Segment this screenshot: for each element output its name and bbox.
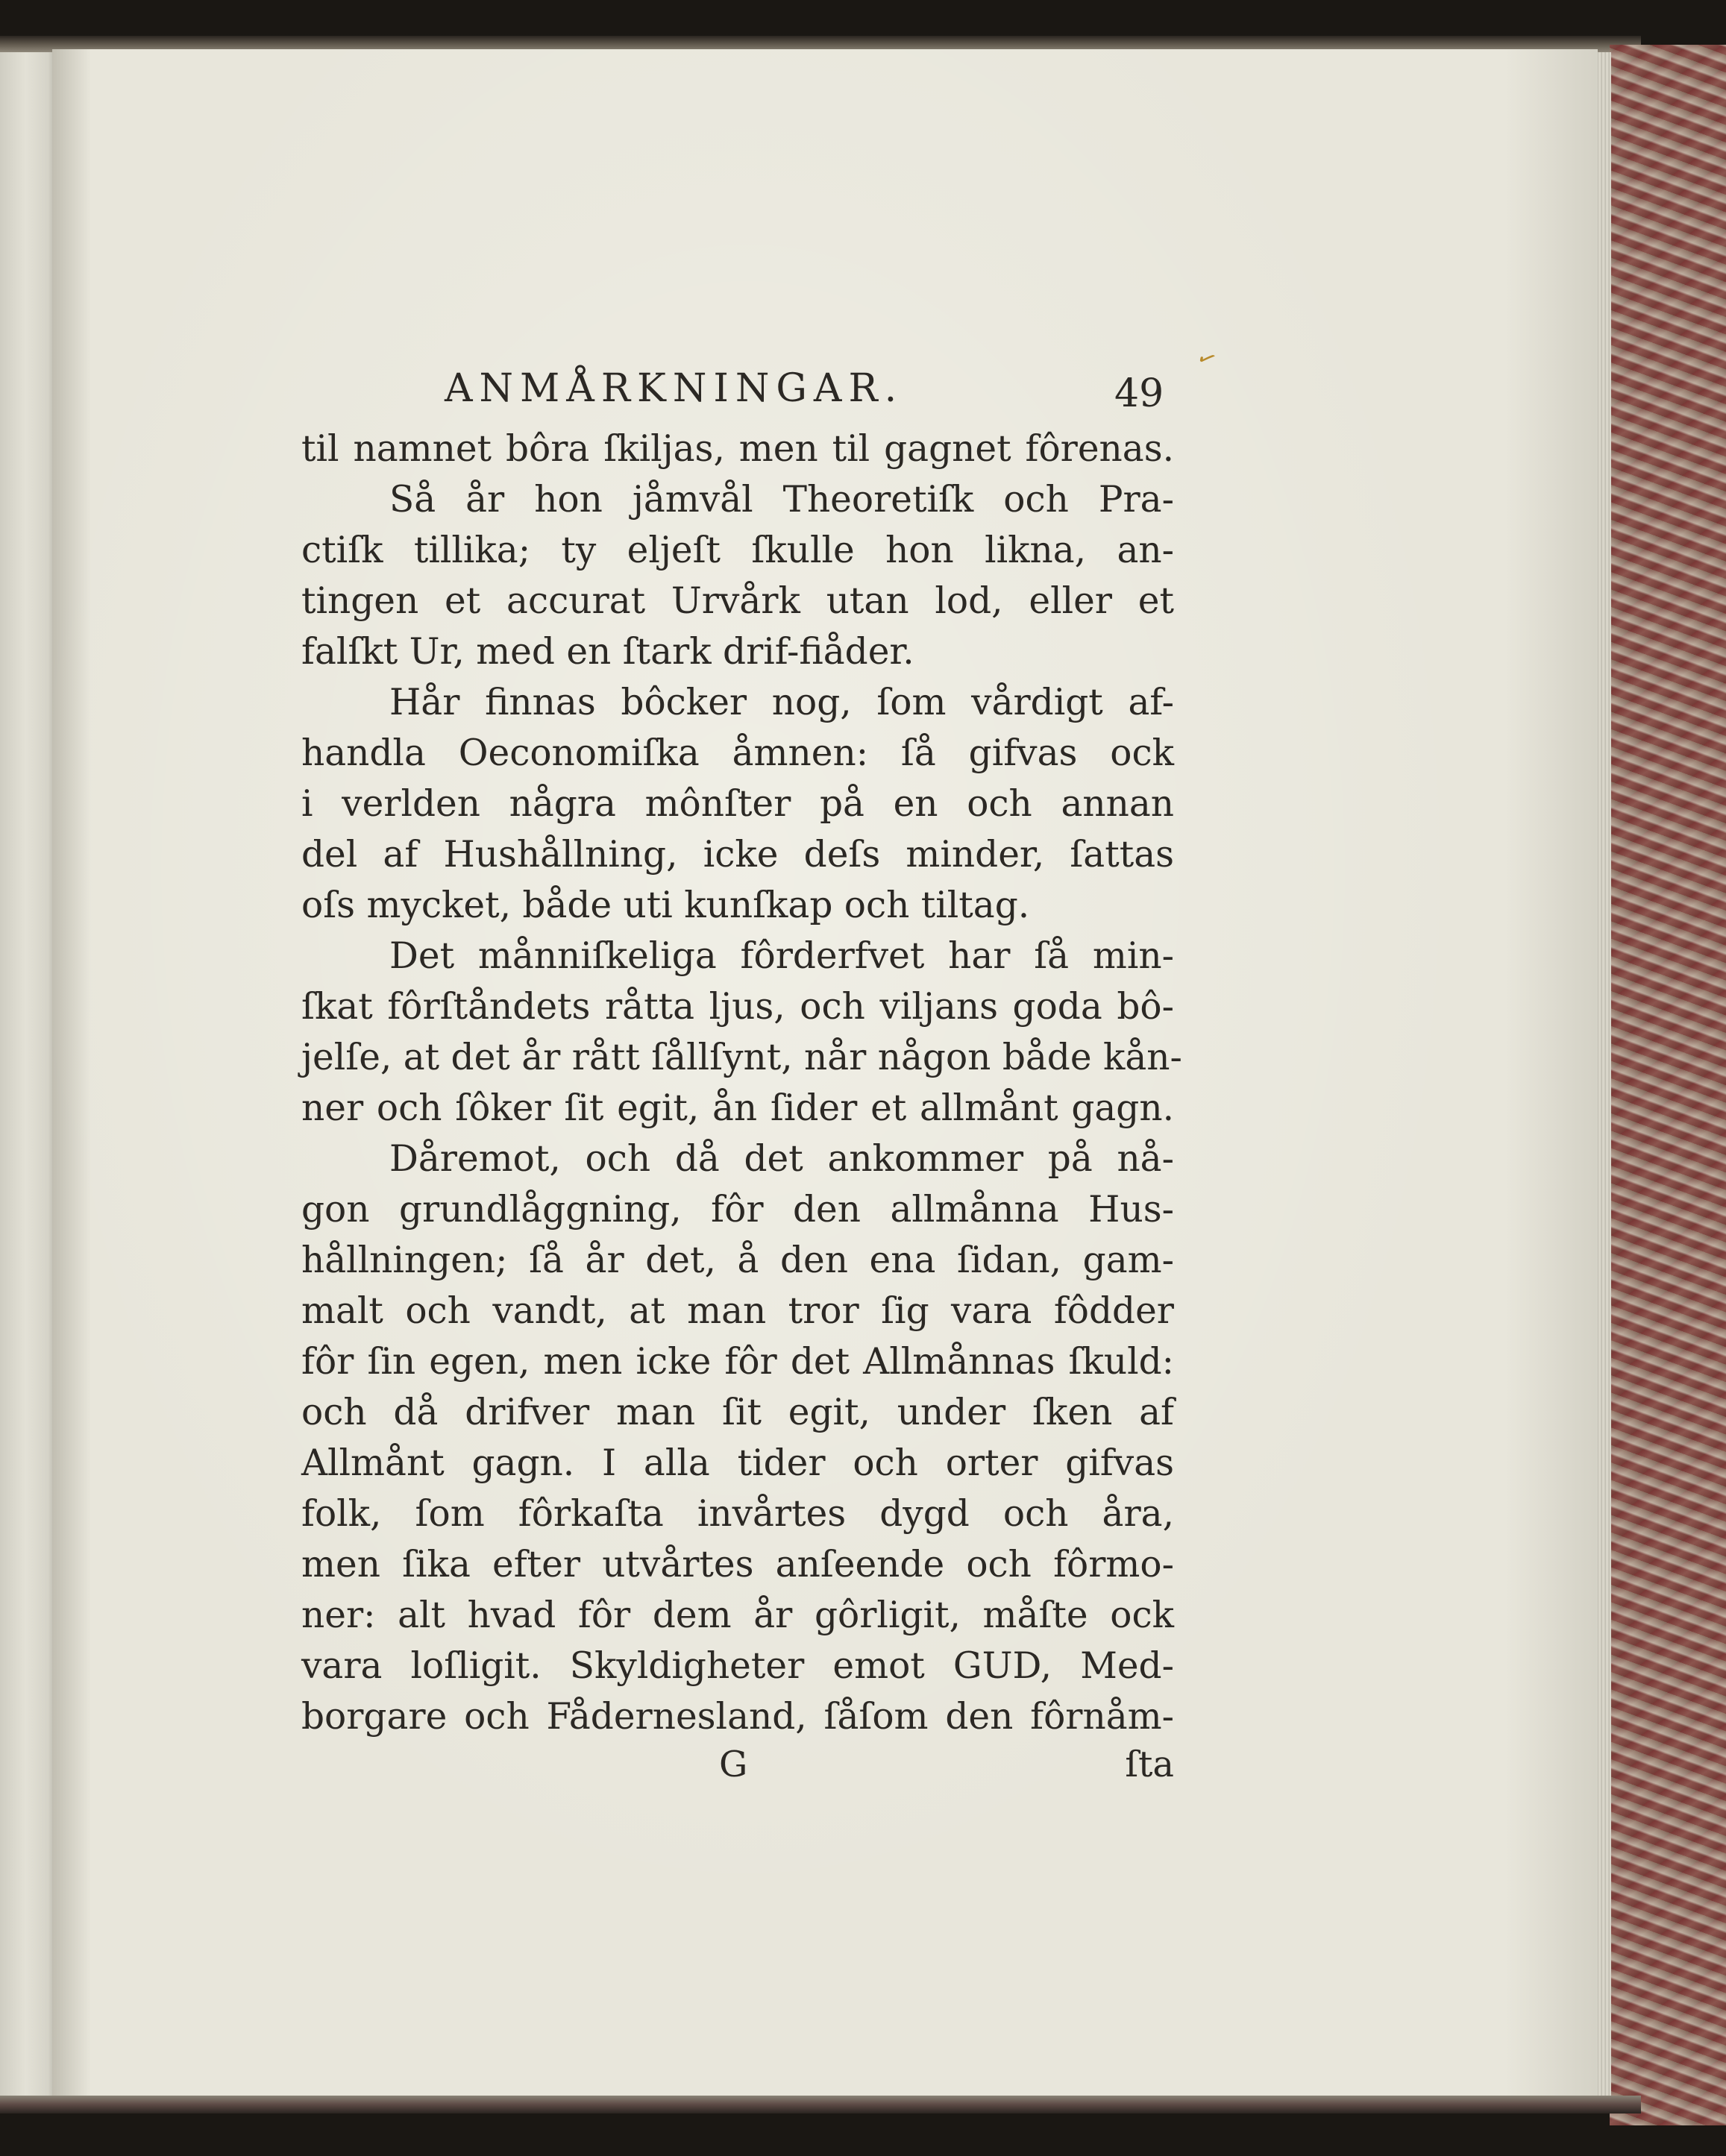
page-footer bbox=[301, 1742, 1174, 1787]
marbled-cover-edge bbox=[1610, 45, 1726, 2125]
text-line: ner och ſôker ſit egit, ån ſider et allmånt gagn. bbox=[301, 1087, 1174, 1129]
text-line: Så år hon jåmvål Theoretiſk och Pra- bbox=[389, 479, 1174, 521]
text-line: ctiſk tillika; ty eljeſt ſkulle hon likna, an- bbox=[301, 529, 1174, 571]
text-line: falſkt Ur, med en ſtark drif-fiåder. bbox=[301, 631, 914, 673]
text-line: gon grundlåggning, fôr den allmånna Hus- bbox=[301, 1189, 1174, 1231]
text-line: borgare och Fådernesland, ſåſom den fôrnåm- bbox=[301, 1696, 1174, 1738]
catchword: ſta bbox=[1125, 1744, 1174, 1785]
page-number: 49 bbox=[1114, 371, 1164, 416]
text-line: fôr ſin egen, men icke fôr det Allmånnas ſkuld: bbox=[301, 1341, 1174, 1383]
text-line: til namnet bôra ſkiljas, men til gagnet fôrenas. bbox=[301, 428, 1174, 470]
text-line: handla Oeconomiſka åmnen: ſå gifvas ock bbox=[301, 732, 1174, 774]
text-line: vara loſligit. Skyldigheter emot GUD, Med- bbox=[301, 1645, 1174, 1687]
binding-bottom-edge bbox=[0, 2096, 1641, 2113]
text-line: Hår finnas bôcker nog, ſom vårdigt af- bbox=[389, 682, 1174, 723]
body-text bbox=[301, 424, 1182, 1742]
text-line: oſs mycket, både uti kunſkap och tiltag. bbox=[301, 884, 1030, 926]
text-line: folk, ſom fôrkaſta invårtes dygd och åra, bbox=[301, 1493, 1174, 1535]
text-line: jelſe, at det år rått ſållſynt, når någon både kån- bbox=[301, 1037, 1182, 1078]
text-line: del af Hushållning, icke deſs minder, ſattas bbox=[301, 834, 1174, 876]
text-line: malt och vandt, at man tror ſig vara fôdder bbox=[301, 1290, 1174, 1332]
text-line: tingen et accurat Urvårk utan lod, eller et bbox=[301, 580, 1174, 622]
running-head: ANMÅRKNINGAR. bbox=[445, 366, 904, 411]
ink-mark-icon: ✓ bbox=[1192, 344, 1221, 375]
text-line: hållningen; ſå år det, å den ena ſidan, gam- bbox=[301, 1239, 1174, 1281]
signature-mark: G bbox=[719, 1744, 748, 1785]
text-line: och då drifver man ſit egit, under ſken af bbox=[301, 1392, 1174, 1433]
text-line: men ſika efter utvårtes anſeende och fôrmo- bbox=[301, 1544, 1174, 1585]
text-line: Det månniſkeliga fôrderfvet har ſå min- bbox=[389, 935, 1174, 977]
text-line: i verlden några mônſter på en och annan bbox=[301, 783, 1174, 825]
text-line: ner: alt hvad fôr dem år gôrligit, måſte ock bbox=[301, 1594, 1174, 1636]
text-line: ſkat fôrſtåndets råtta ljus, och viljans goda bô- bbox=[301, 986, 1174, 1028]
text-line: Allmånt gagn. I alla tider och orter gifvas bbox=[301, 1442, 1174, 1484]
text-line: Dåremot, och då det ankommer på nå- bbox=[389, 1138, 1174, 1180]
